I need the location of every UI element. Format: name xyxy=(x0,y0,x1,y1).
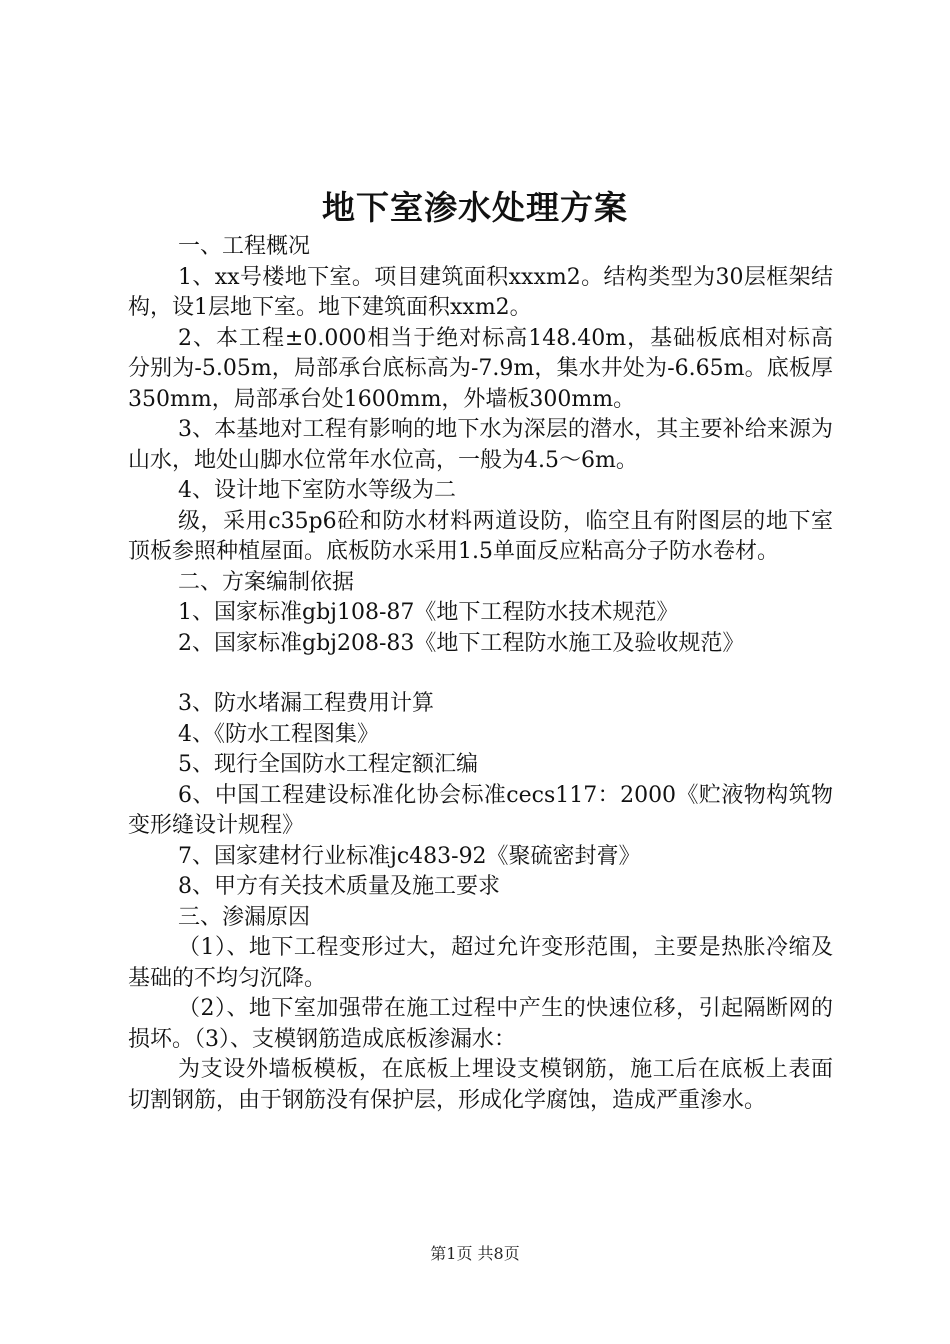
paragraph: （1）、地下工程变形过大，超过允许变形范围，主要是热胀冷缩及基础的不均匀沉降。 xyxy=(128,935,833,991)
paragraph: 4、设计地下室防水等级为二 xyxy=(178,478,456,503)
list-item: 6、中国工程建设标准化协会标准cecs117：2000《贮液物构筑物变形缝设计规程》 xyxy=(128,782,833,838)
section-heading: 二、方案编制依据 xyxy=(178,569,355,595)
page-footer: 第1页 共8页 xyxy=(430,1244,520,1263)
section-heading: 一、工程概况 xyxy=(178,234,311,259)
list-item: 7、国家建材行业标准jc483-92《聚硫密封膏》 xyxy=(178,843,641,869)
list-item: 1、国家标准gbj108-87《地下工程防水技术规范》 xyxy=(178,600,679,625)
paragraph: 3、本基地对工程有影响的地下水为深层的潜水，其主要补给来源为山水，地处山脚水位常年水位高，一般为4.5～6m。 xyxy=(128,417,833,473)
paragraph: 为支设外墙板模板，在底板上埋设支模钢筋，施工后在底板上表面切割钢筋，由于钢筋没有保护层，形成化学腐蚀，造成严重渗水。 xyxy=(128,1057,833,1113)
paragraph: 1、xx号楼地下室。项目建筑面积xxxm2。结构类型为30层框架结构，设1层地下室。地下建筑面积xxm2。 xyxy=(128,264,833,320)
list-item: 4、《防水工程图集》 xyxy=(178,721,379,747)
list-item: 2、国家标准gbj208-83《地下工程防水施工及验收规范》 xyxy=(178,630,745,656)
section-heading: 三、渗漏原因 xyxy=(178,904,311,930)
document-title: 地下室渗水处理方案 xyxy=(322,188,628,227)
document-body xyxy=(128,232,833,1116)
blank-line xyxy=(128,659,833,689)
paragraph: 级，采用c35p6砼和防水材料两道设防，临空且有附图层的地下室顶板参照种植屋面。底板防水采用1.5单面反应粘高分子防水卷材。 xyxy=(128,508,833,564)
paragraph: （2）、地下室加强带在施工过程中产生的快速位移，引起隔断网的损坏。（3）、支模钢筋造成底板渗漏水： xyxy=(128,996,833,1052)
list-item: 5、现行全国防水工程定额汇编 xyxy=(178,752,478,777)
list-item: 8、甲方有关技术质量及施工要求 xyxy=(178,874,500,899)
paragraph: 2、本工程±0.000相当于绝对标高148.40m，基础板底相对标高分别为-5.05m，局部承台底标高为-7.9m，集水井处为-6.65m。底板厚350mm，局部承台处1600mm，外墙板300mm。 xyxy=(128,325,833,412)
list-item: 3、防水堵漏工程费用计算 xyxy=(178,691,434,716)
